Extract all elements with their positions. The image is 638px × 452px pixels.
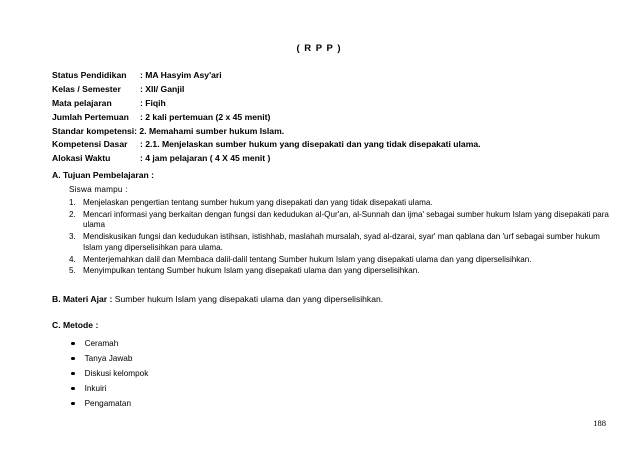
- list-text: Tanya Jawab: [84, 354, 133, 363]
- list-item: [69, 198, 609, 209]
- info-row-sk: [52, 125, 481, 139]
- list-text: Ceramah: [84, 339, 119, 348]
- list-text: Pengamatan: [84, 399, 132, 408]
- list-text: Inkuiri: [84, 384, 107, 393]
- list-number: 3.: [69, 232, 76, 242]
- info-key: Jumlah Pertemuan: [52, 111, 129, 122]
- bullet-icon: [71, 402, 75, 406]
- info-value: : XII/ Ganjil: [140, 83, 185, 94]
- info-key: Mata pelajaran: [52, 97, 112, 108]
- info-block: [52, 69, 481, 166]
- info-key: Kelas / Semester: [52, 83, 121, 94]
- bullet-icon: [71, 342, 75, 346]
- list-item: [69, 210, 609, 231]
- info-row-status: [52, 69, 481, 83]
- info-key: Standar kompetensi: [52, 125, 135, 136]
- info-value: : 2. Memahami sumber hukum Islam.: [134, 125, 285, 136]
- bullet-icon: [71, 357, 75, 361]
- info-value: : Fiqih: [140, 97, 166, 108]
- info-key: Kompetensi Dasar: [52, 139, 128, 150]
- bullet-icon: [71, 387, 75, 391]
- info-value: : 4 jam pelajaran ( 4 X 45 menit ): [140, 153, 271, 164]
- list-text: Menyimpulkan tentang Sumber hukum Islam yang disepakati ulama dan yang diperselisihkan.: [83, 266, 420, 276]
- info-value: : 2 kali pertemuan (2 x 45 menit): [140, 111, 271, 122]
- list-text: Diskusi kelompok: [84, 369, 149, 378]
- metode-list: [69, 336, 148, 411]
- info-row-alokasi: [52, 152, 481, 166]
- list-item: [69, 255, 609, 266]
- page-number: 188: [593, 418, 606, 428]
- list-text: Menterjemahkan dalil dan Membaca dalil-dalil tentang Sumber hukum Islam yang disepakati ulama dan yang diperselisihkan.: [83, 254, 532, 264]
- list-item: [69, 232, 609, 253]
- tujuan-list: [69, 198, 609, 278]
- list-item: [69, 381, 148, 396]
- tujuan-intro: Siswa mampu :: [69, 185, 128, 194]
- info-row-pertemuan: [52, 111, 481, 125]
- section-heading-tujuan: A. Tujuan Pembelajaran :: [52, 170, 155, 180]
- list-item: [69, 366, 148, 381]
- list-text: Menjelaskan pengertian tentang sumber hukum yang disepakati dan yang tidak disepakati ulama.: [83, 198, 433, 207]
- materi-text: Sumber hukum Islam yang disepakati ulama dan yang diperselisihkan.: [112, 294, 384, 304]
- list-item: [69, 351, 148, 366]
- info-value: : MA Hasyim Asy'ari: [140, 70, 222, 80]
- info-value: : 2.1. Menjelaskan sumber hukum yang disepakati dan yang tidak disepakati ulama.: [140, 139, 481, 150]
- list-number: 1.: [69, 198, 76, 207]
- list-number: 4.: [69, 254, 76, 264]
- info-row-kd: [52, 138, 481, 152]
- list-item: [69, 266, 609, 277]
- list-text: Mendiskusikan fungsi dan kedudukan istihsan, istishhab, maslahah mursalah, syad al-dzarai, syar' man qablana dan 'urf sebagai sumber hukum Islam yang diperselisihkan para ulama.: [83, 232, 600, 252]
- document-title: ( R P P ): [296, 43, 342, 54]
- info-row-mapel: [52, 97, 481, 111]
- list-item: [69, 396, 148, 411]
- info-row-kelas: [52, 83, 481, 97]
- materi-heading: B. Materi Ajar :: [52, 294, 113, 304]
- section-heading-materi: [52, 294, 383, 304]
- bullet-icon: [71, 372, 75, 376]
- info-key: Alokasi Waktu: [52, 153, 111, 164]
- list-number: 2.: [69, 209, 76, 219]
- section-heading-metode: C. Metode :: [52, 320, 99, 330]
- list-number: 5.: [69, 266, 76, 276]
- list-text: Mencari informasi yang berkaitan dengan fungsi dan kedudukan al-Qur'an, al-Sunnah dan ijma' sebagai sumber hukum Islam yang disepakati para ulama: [83, 209, 609, 230]
- info-key: Status Pendidikan: [52, 70, 127, 80]
- list-item: [69, 336, 148, 351]
